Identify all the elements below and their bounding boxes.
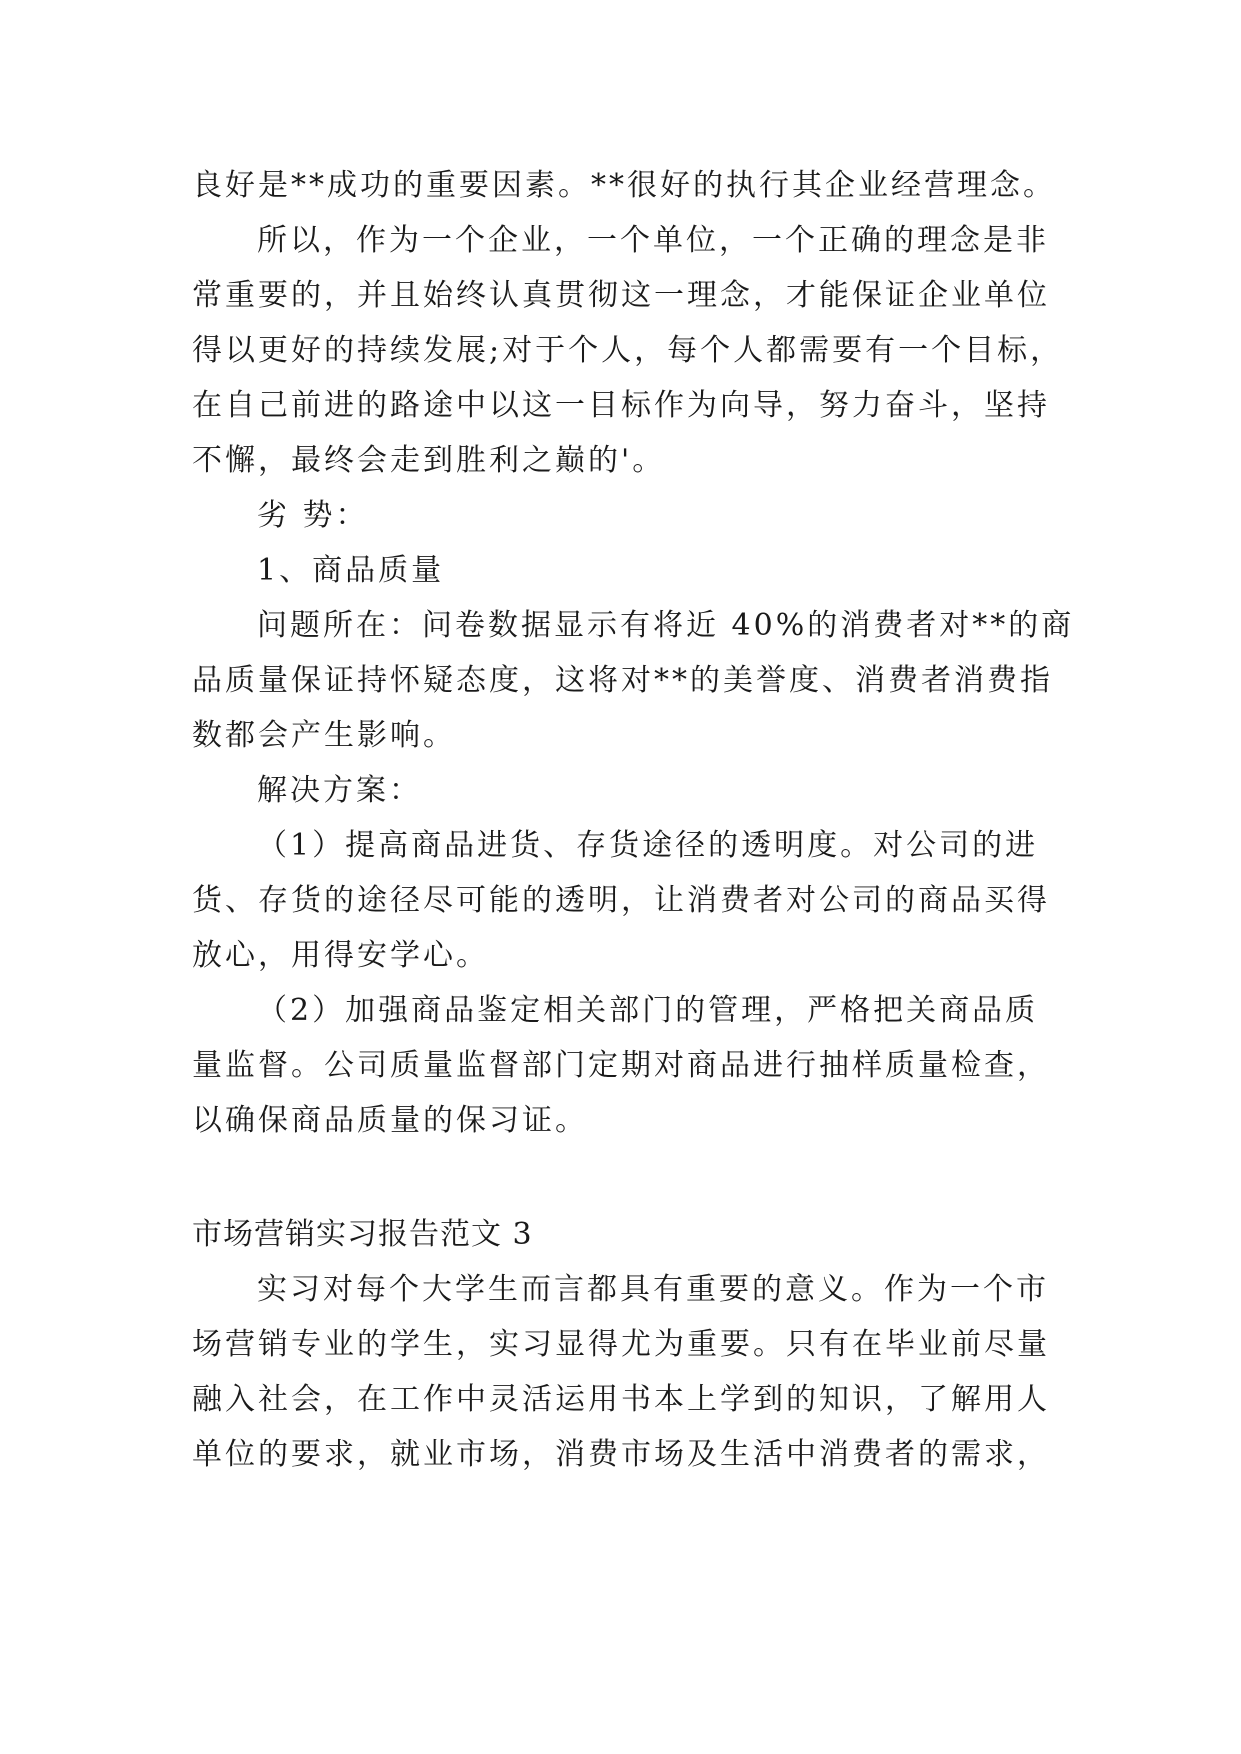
- text-line: 货、存货的途径尽可能的透明，让消费者对公司的商品买得: [192, 883, 1050, 918]
- text-line: 场营销专业的学生，实习显得尤为重要。只有在毕业前尽量: [192, 1327, 1050, 1362]
- section-label: 解决方案：: [257, 773, 422, 808]
- text-line: 所以，作为一个企业，一个单位，一个正确的理念是非: [257, 223, 1049, 258]
- text-line: 问题所在：问卷数据显示有将近 40%的消费者对**的商: [257, 608, 1075, 643]
- text-line: （1）提高商品进货、存货途径的透明度。对公司的进: [257, 828, 1039, 863]
- text-line: 融入社会，在工作中灵活运用书本上学到的知识，了解用人: [192, 1382, 1050, 1417]
- text-line: 数都会产生影响。: [192, 718, 456, 753]
- list-item-heading: 1、商品质量: [257, 553, 445, 588]
- text-line: 量监督。公司质量监督部门定期对商品进行抽样质量检查，: [192, 1048, 1050, 1083]
- text-line: 在自己前进的路途中以这一目标作为向导，努力奋斗，坚持: [192, 388, 1050, 423]
- section-heading: 市场营销实习报告范文 3: [192, 1217, 533, 1252]
- text-line: 放心，用得安学心。: [192, 938, 489, 973]
- text-line: 以确保商品质量的保习证。: [192, 1103, 588, 1138]
- text-line: 单位的要求，就业市场，消费市场及生活中消费者的需求，: [192, 1437, 1050, 1472]
- text-line: （2）加强商品鉴定相关部门的管理，严格把关商品质: [257, 993, 1039, 1028]
- text-line: 良好是**成功的重要因素。**很好的执行其企业经营理念。: [192, 168, 1056, 203]
- text-line: 得以更好的持续发展;对于个人，每个人都需要有一个目标，: [192, 333, 1064, 368]
- text-line: 不懈，最终会走到胜利之巅的'。: [192, 443, 666, 478]
- text-line: 品质量保证持怀疑态度，这将对**的美誉度、消费者消费指: [192, 663, 1053, 698]
- text-line: 实习对每个大学生而言都具有重要的意义。作为一个市: [257, 1272, 1049, 1307]
- text-line: 常重要的，并且始终认真贯彻这一理念，才能保证企业单位: [192, 278, 1050, 313]
- section-label: 劣 势：: [257, 498, 369, 533]
